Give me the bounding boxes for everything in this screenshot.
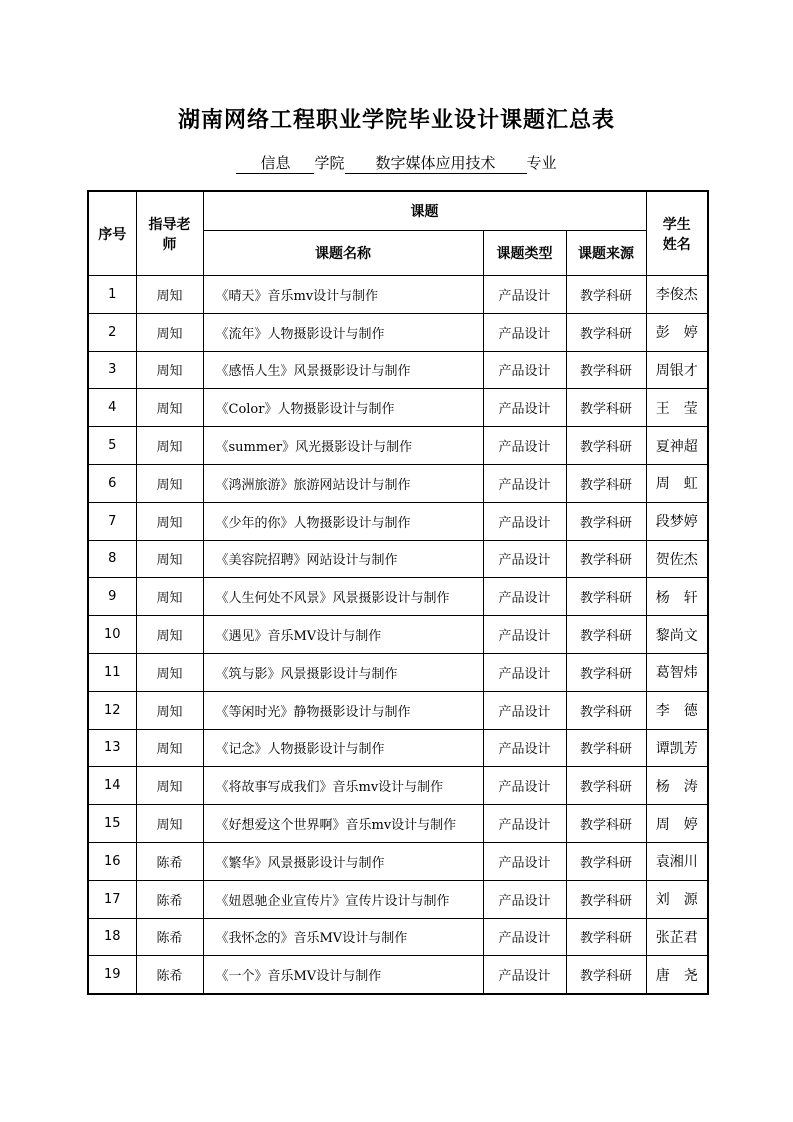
table-row xyxy=(88,276,708,314)
row-student: 谭凯芳 xyxy=(646,729,708,767)
row-topic-type: 产品设计 xyxy=(483,540,566,578)
row-student: 贺佐杰 xyxy=(646,540,708,578)
row-advisor: 陈希 xyxy=(136,880,203,918)
row-advisor: 周知 xyxy=(136,578,203,616)
row-topic-source: 教学科研 xyxy=(566,956,646,994)
row-topic-name: 《一个》音乐MV设计与制作 xyxy=(203,956,483,994)
row-topic-name: 《summer》风光摄影设计与制作 xyxy=(203,427,483,465)
row-student: 彭 婷 xyxy=(646,313,708,351)
header-topic-name: 课题名称 xyxy=(203,231,483,276)
table-row xyxy=(88,389,708,427)
department-field: 信息 xyxy=(236,153,314,174)
row-student: 夏神超 xyxy=(646,427,708,465)
table-row xyxy=(88,956,708,994)
row-topic-name: 《记念》人物摄影设计与制作 xyxy=(203,729,483,767)
row-topic-type: 产品设计 xyxy=(483,842,566,880)
row-index: 11 xyxy=(88,653,136,691)
row-topic-source: 教学科研 xyxy=(566,880,646,918)
row-topic-type: 产品设计 xyxy=(483,502,566,540)
row-topic-name: 《Color》人物摄影设计与制作 xyxy=(203,389,483,427)
row-index: 17 xyxy=(88,880,136,918)
row-topic-source: 教学科研 xyxy=(566,616,646,654)
row-topic-source: 教学科研 xyxy=(566,918,646,956)
row-topic-name: 《鸿洲旅游》旅游网站设计与制作 xyxy=(203,464,483,502)
table-row xyxy=(88,540,708,578)
row-student: 杨 涛 xyxy=(646,767,708,805)
row-student: 黎尚文 xyxy=(646,616,708,654)
row-topic-name: 《我怀念的》音乐MV设计与制作 xyxy=(203,918,483,956)
row-advisor: 周知 xyxy=(136,729,203,767)
row-student: 周 虹 xyxy=(646,464,708,502)
row-advisor: 周知 xyxy=(136,276,203,314)
row-advisor: 周知 xyxy=(136,616,203,654)
table-row xyxy=(88,427,708,465)
row-student: 袁湘川 xyxy=(646,842,708,880)
row-advisor: 周知 xyxy=(136,502,203,540)
table-row xyxy=(88,805,708,843)
row-index: 16 xyxy=(88,842,136,880)
row-topic-source: 教学科研 xyxy=(566,767,646,805)
row-index: 18 xyxy=(88,918,136,956)
row-topic-source: 教学科研 xyxy=(566,389,646,427)
row-topic-name: 《美容院招聘》网站设计与制作 xyxy=(203,540,483,578)
major-field: 数字媒体应用技术 xyxy=(345,153,527,174)
row-student: 周银才 xyxy=(646,351,708,389)
row-topic-source: 教学科研 xyxy=(566,351,646,389)
row-topic-source: 教学科研 xyxy=(566,427,646,465)
row-index: 10 xyxy=(88,616,136,654)
table-row xyxy=(88,691,708,729)
row-index: 7 xyxy=(88,502,136,540)
row-advisor: 周知 xyxy=(136,691,203,729)
row-advisor: 陈希 xyxy=(136,842,203,880)
header-topic-group: 课题 xyxy=(203,191,646,231)
row-student: 段梦婷 xyxy=(646,502,708,540)
row-index: 6 xyxy=(88,464,136,502)
row-advisor: 周知 xyxy=(136,427,203,465)
table-row xyxy=(88,313,708,351)
table-row xyxy=(88,767,708,805)
row-advisor: 周知 xyxy=(136,351,203,389)
row-topic-name: 《筑与影》风景摄影设计与制作 xyxy=(203,653,483,691)
row-index: 13 xyxy=(88,729,136,767)
header-student: 学生姓名 xyxy=(646,191,708,276)
row-topic-source: 教学科研 xyxy=(566,805,646,843)
row-advisor: 周知 xyxy=(136,767,203,805)
row-topic-type: 产品设计 xyxy=(483,691,566,729)
row-index: 19 xyxy=(88,956,136,994)
row-student: 周 婷 xyxy=(646,805,708,843)
major-suffix: 专业 xyxy=(526,154,557,172)
row-topic-name: 《好想爱这个世界啊》音乐mv设计与制作 xyxy=(203,805,483,843)
row-advisor: 陈希 xyxy=(136,956,203,994)
row-topic-type: 产品设计 xyxy=(483,918,566,956)
row-topic-source: 教学科研 xyxy=(566,729,646,767)
row-student: 张芷君 xyxy=(646,918,708,956)
row-topic-type: 产品设计 xyxy=(483,427,566,465)
header-index: 序号 xyxy=(88,191,136,276)
table-row xyxy=(88,616,708,654)
row-index: 1 xyxy=(88,276,136,314)
row-topic-type: 产品设计 xyxy=(483,880,566,918)
header-topic-source: 课题来源 xyxy=(566,231,646,276)
row-index: 8 xyxy=(88,540,136,578)
row-topic-name: 《遇见》音乐MV设计与制作 xyxy=(203,616,483,654)
row-topic-name: 《少年的你》人物摄影设计与制作 xyxy=(203,502,483,540)
row-index: 4 xyxy=(88,389,136,427)
department-suffix: 学院 xyxy=(314,154,345,172)
row-topic-name: 《等闲时光》静物摄影设计与制作 xyxy=(203,691,483,729)
row-student: 李俊杰 xyxy=(646,276,708,314)
row-student: 杨 轩 xyxy=(646,578,708,616)
row-topic-source: 教学科研 xyxy=(566,313,646,351)
topics-table xyxy=(87,190,709,995)
table-row xyxy=(88,351,708,389)
row-index: 14 xyxy=(88,767,136,805)
row-topic-name: 《繁华》风景摄影设计与制作 xyxy=(203,842,483,880)
row-advisor: 周知 xyxy=(136,540,203,578)
row-student: 刘 源 xyxy=(646,880,708,918)
row-topic-type: 产品设计 xyxy=(483,767,566,805)
row-advisor: 周知 xyxy=(136,805,203,843)
row-student: 葛智炜 xyxy=(646,653,708,691)
page-title: 湖南网络工程职业学院毕业设计课题汇总表 xyxy=(177,108,615,133)
row-topic-type: 产品设计 xyxy=(483,578,566,616)
row-topic-type: 产品设计 xyxy=(483,351,566,389)
row-index: 2 xyxy=(88,313,136,351)
table-row xyxy=(88,729,708,767)
table-row xyxy=(88,464,708,502)
row-topic-name: 《妞恩驰企业宣传片》宣传片设计与制作 xyxy=(203,880,483,918)
header-advisor: 指导老师 xyxy=(136,191,203,276)
row-topic-source: 教学科研 xyxy=(566,464,646,502)
row-topic-name: 《流年》人物摄影设计与制作 xyxy=(203,313,483,351)
table-row xyxy=(88,502,708,540)
row-topic-type: 产品设计 xyxy=(483,805,566,843)
row-advisor: 周知 xyxy=(136,389,203,427)
header-topic-type: 课题类型 xyxy=(483,231,566,276)
row-topic-source: 教学科研 xyxy=(566,691,646,729)
row-advisor: 周知 xyxy=(136,313,203,351)
row-topic-type: 产品设计 xyxy=(483,389,566,427)
row-topic-name: 《将故事写成我们》音乐mv设计与制作 xyxy=(203,767,483,805)
row-topic-source: 教学科研 xyxy=(566,276,646,314)
row-index: 5 xyxy=(88,427,136,465)
table-row xyxy=(88,842,708,880)
row-topic-type: 产品设计 xyxy=(483,276,566,314)
row-topic-name: 《人生何处不风景》风景摄影设计与制作 xyxy=(203,578,483,616)
table-row xyxy=(88,880,708,918)
row-advisor: 周知 xyxy=(136,653,203,691)
row-topic-type: 产品设计 xyxy=(483,313,566,351)
row-topic-type: 产品设计 xyxy=(483,956,566,994)
table-row xyxy=(88,653,708,691)
row-topic-type: 产品设计 xyxy=(483,616,566,654)
row-index: 12 xyxy=(88,691,136,729)
row-topic-source: 教学科研 xyxy=(566,842,646,880)
row-index: 9 xyxy=(88,578,136,616)
row-student: 李 德 xyxy=(646,691,708,729)
row-student: 唐 尧 xyxy=(646,956,708,994)
row-advisor: 周知 xyxy=(136,464,203,502)
table-row xyxy=(88,918,708,956)
row-topic-source: 教学科研 xyxy=(566,653,646,691)
subtitle xyxy=(0,153,793,174)
row-topic-source: 教学科研 xyxy=(566,540,646,578)
row-index: 15 xyxy=(88,805,136,843)
row-topic-name: 《晴天》音乐mv设计与制作 xyxy=(203,276,483,314)
row-topic-type: 产品设计 xyxy=(483,653,566,691)
table-row xyxy=(88,578,708,616)
row-student: 王 莹 xyxy=(646,389,708,427)
row-topic-type: 产品设计 xyxy=(483,464,566,502)
row-topic-name: 《感悟人生》风景摄影设计与制作 xyxy=(203,351,483,389)
row-topic-source: 教学科研 xyxy=(566,578,646,616)
row-topic-type: 产品设计 xyxy=(483,729,566,767)
row-index: 3 xyxy=(88,351,136,389)
row-advisor: 陈希 xyxy=(136,918,203,956)
row-topic-source: 教学科研 xyxy=(566,502,646,540)
